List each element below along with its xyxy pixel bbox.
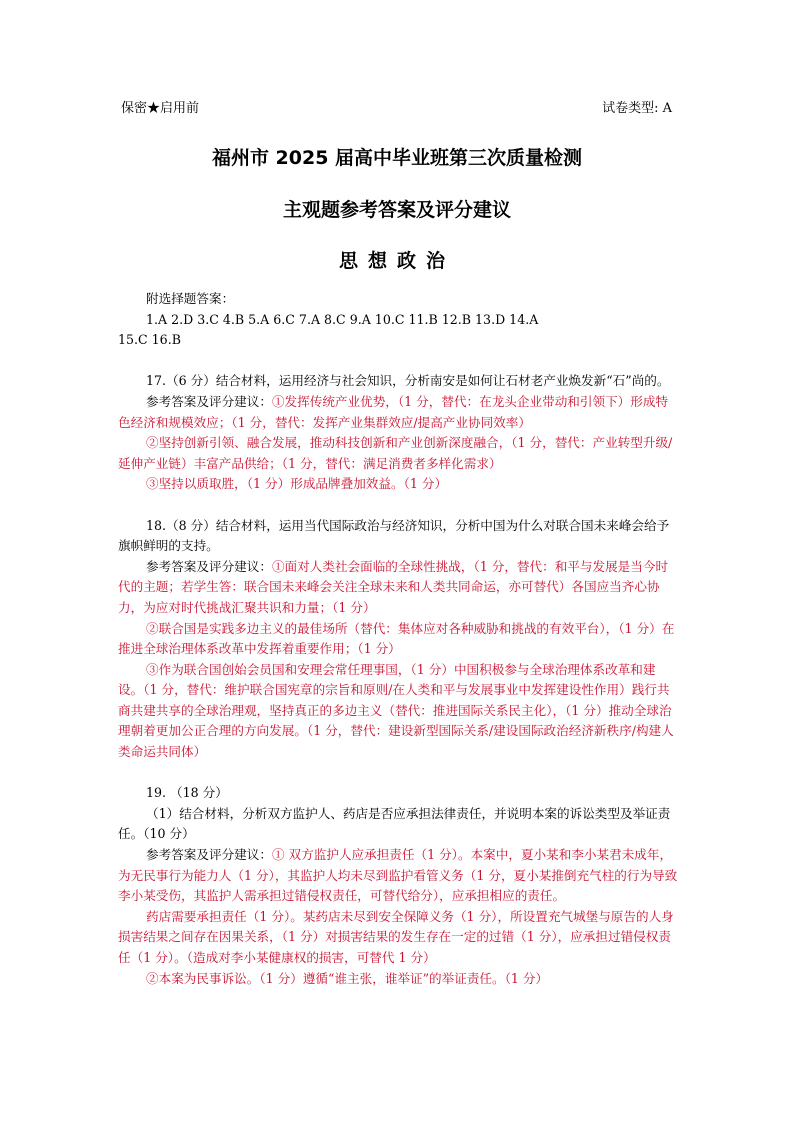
document-title: 福州市 2025 届高中毕业班第三次质量检测 bbox=[211, 147, 583, 169]
ref-label: 参考答案及评分建议： bbox=[146, 393, 272, 409]
q18-answer-3: ③作为联合国创始会员国和安理会常任理事国，（1 分）中国积极参与全球治理体系改革和建设。（1 分，替代：维护联合国宪章的宗旨和原则/在人类和平与发展事业中发挥建设性作用）践行共商共建共享的全球治理观，坚持真正的多边主义（替代：推进国际关系民主化），（1 分）推动全球治理朝着更加公正合理的方向发展。（1 分，替代：建设新型国际关系/建设国际政治经济新秩序/构建人类命运共同体） bbox=[118, 661, 674, 760]
q18-answer-2: ②联合国是实践多边主义的最佳场所（替代：集体应对各种威胁和挑战的有效平台），（1 分）在推进全球治理体系改革中发挥着重要作用；（1 分） bbox=[118, 620, 675, 657]
spacer bbox=[118, 495, 678, 516]
ref-label: 参考答案及评分建议： bbox=[146, 847, 272, 863]
q17-question: 17.（6 分）结合材料，运用经济与社会知识，分析南安是如何让石材老产业焕发新“石”尚的。 bbox=[146, 373, 670, 389]
spacer bbox=[118, 763, 678, 784]
spacer bbox=[118, 351, 678, 372]
choice-answers-line1: 1.A 2.D 3.C 4.B 5.A 6.C 7.A 8.C 9.A 10.C 11.B 12.B 13.D 14.A bbox=[146, 311, 539, 327]
choice-label: 附选择题答案： bbox=[146, 291, 235, 306]
document-subtitle: 主观题参考答案及评分建议 bbox=[282, 199, 511, 221]
q19-answer-1 bbox=[118, 845, 678, 907]
paper-type-label: 试卷类型: A bbox=[602, 101, 672, 116]
ref-label: 参考答案及评分建议： bbox=[146, 558, 272, 574]
q19-answer-3: ②本案为民事诉讼。（1 分）遵循“谁主张，谁举证”的举证责任。（1 分） bbox=[146, 970, 549, 986]
q18-answer-1-text: ①面对人类社会面临的全球性挑战，（1 分，替代：和平与发展是当今时代的主题；若学生答：联合国未来峰会关注全球未来和人类共同命运，亦可替代）各国应当齐心协力，为应对时代挑战汇聚共识和力量；（1 分） bbox=[118, 558, 669, 615]
subject-title: 思想政治 bbox=[338, 250, 455, 272]
q18-question: 18.（8 分）结合材料，运用当代国际政治与经济知识，分析中国为什么对联合国未来峰会给予旗帜鲜明的支持。 bbox=[118, 517, 670, 554]
q17-answer-3: ③坚持以质取胜，（1 分）形成品牌叠加效益。（1 分） bbox=[146, 476, 448, 492]
q18-answer-1 bbox=[118, 557, 678, 619]
q19-answer-2: 药店需要承担责任（1 分）。某药店未尽到安全保障义务（1 分），所设置充气城堡与原告的人身损害结果之间存在因果关系，（1 分）对损害结果的发生存在一定的过错（1 分），应承担过错侵权责任（1 分）。（造成对李小某健康权的损害，可替代 1 分） bbox=[118, 908, 674, 965]
q17-answer-1 bbox=[118, 392, 678, 433]
q19-header: 19. （18 分） bbox=[146, 785, 228, 801]
q17-answer-2: ②坚持创新引领、融合发展，推动科技创新和产业创新深度融合，（1 分，替代：产业转型升级/延伸产业链）丰富产品供给；（1 分，替代：满足消费者多样化需求） bbox=[118, 435, 673, 471]
q19-answer-1-text: ① 双方监护人应承担责任（1 分）。本案中，夏小某和李小某君未成年，为无民事行为能力人（1 分），其监护人均未尽到监护看管义务（1 分，夏小某推倒充气柱的行为导致李小某受伤，其监护人需承担过错侵权责任，可替代给分），应承担相应的责任。 bbox=[118, 847, 678, 904]
q19-question: （1）结合材料，分析双方监护人、药店是否应承担法律责任，并说明本案的诉讼类型及举证责任。（10 分） bbox=[118, 805, 671, 842]
choice-answers-line2: 15.C 16.B bbox=[118, 332, 181, 348]
confidential-label: 保密★启用前 bbox=[121, 101, 200, 116]
document-body bbox=[118, 289, 678, 989]
q17-answer-1-text: ①发挥传统产业优势，（1 分，替代：在龙头企业带动和引领下）形成特色经济和规模效应；（1 分，替代：发挥产业集群效应/提高产业协同效率） bbox=[118, 393, 669, 430]
